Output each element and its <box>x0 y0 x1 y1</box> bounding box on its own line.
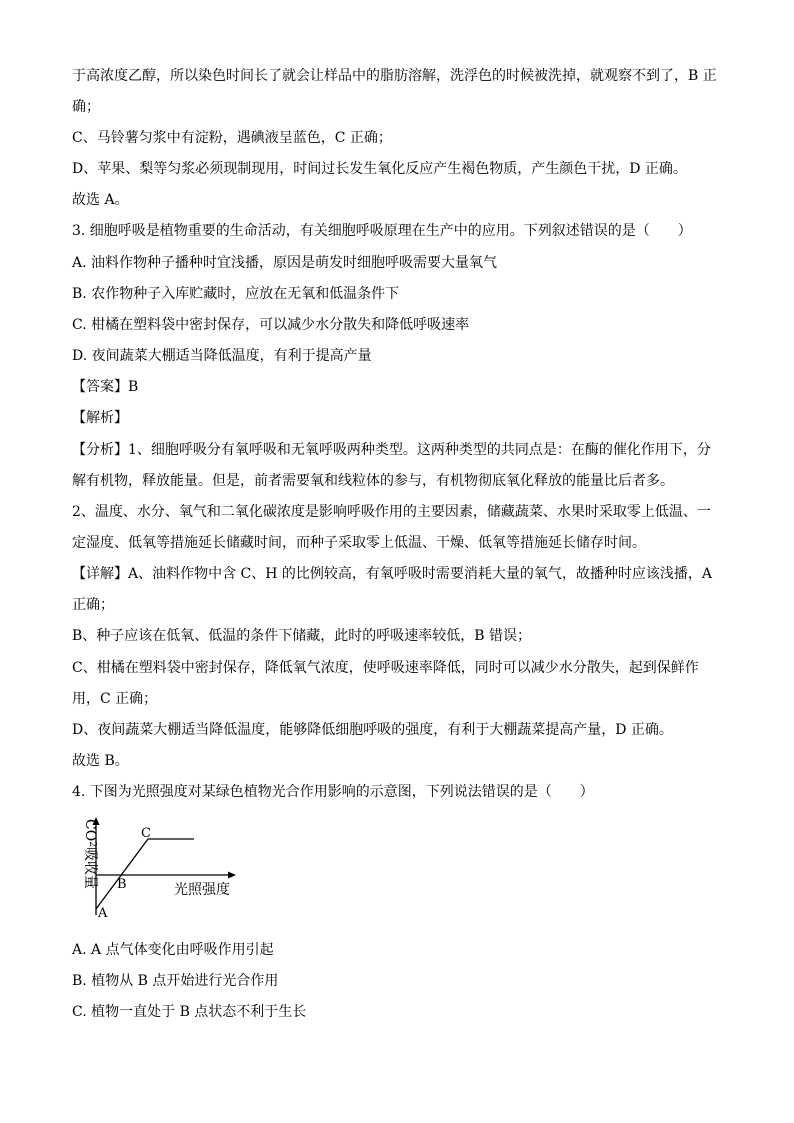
point-c-label: C <box>141 826 151 841</box>
line-3: C、马铃薯匀浆中有淀粉，遇碘液呈蓝色，C 正确； <box>72 130 392 146</box>
line-1: 于高浓度乙醇，所以染色时间长了就会让样品中的脂肪溶解，洗浮色的时候被洗掉，就观察不到了，B 正 <box>72 68 717 84</box>
line-2: 确； <box>72 99 100 115</box>
line-19: B、种子应该在低氧、低温的条件下储藏，此时的呼吸速率较低，B 错误； <box>72 628 532 644</box>
question-4-option-c: C. 植物一直处于 B 点状态不利于生长 <box>72 1004 307 1020</box>
question-4-option-a: A. A 点气体变化由呼吸作用引起 <box>72 942 274 958</box>
point-a-label: A <box>98 906 108 921</box>
line-4: D、苹果、梨等匀浆必须现制现用，时间过长发生氧化反应产生褐色物质，产生颜色干扰，D 正确。 <box>72 161 687 177</box>
question-3-stem: 3. 细胞呼吸是植物重要的生命活动，有关细胞呼吸原理在生产中的应用。下列叙述错误的是（ ） <box>72 223 692 239</box>
question-3-option-c: C. 柑橘在塑料袋中密封保存，可以减少水分散失和降低呼吸速率 <box>72 317 470 333</box>
line-22: D、夜间蔬菜大棚适当降低温度，能够降低细胞呼吸的强度，有利于大棚蔬菜提高产量，D 正确。 <box>72 722 673 738</box>
analysis-heading: 【解析】 <box>72 410 128 426</box>
line-13: 【分析】1、细胞呼吸分有氧呼吸和无氧呼吸两种类型。这两种类型的共同点是：在酶的催化作用下，分 <box>72 442 711 458</box>
point-b-label: B <box>117 877 127 892</box>
y-axis-label: $CO^2$吸收量 <box>82 819 98 889</box>
line-17: 【详解】A、油料作物中含 C、H 的比例较高，有氧呼吸时需要消耗大量的氧气，故播种时应该浅播，A <box>72 566 713 582</box>
question-4-stem: 4. 下图为光照强度对某绿色植物光合作用影响的示意图，下列说法错误的是（ ） <box>72 784 594 800</box>
line-16: 定湿度、低氧等措施延长储藏时间，而种子采取零上低温、干燥、低氧等措施延长储存时间。 <box>72 535 646 551</box>
x-axis-arrow-icon <box>228 872 236 879</box>
line-15: 2、温度、水分、氧气和二氧化碳浓度是影响呼吸作用的主要因素，储藏蔬菜、水果时采取零上低温、一 <box>72 504 711 520</box>
answer-heading: 【答案】B <box>72 379 139 395</box>
line-5: 故选 A。 <box>72 192 129 208</box>
x-axis-label: 光照强度 <box>174 882 230 898</box>
line-20: C、柑橘在塑料袋中密封保存，降低氧气浓度，使呼吸速率降低，同时可以减少水分散失，起到保鲜作 <box>72 660 699 676</box>
question-3-option-b: B. 农作物种子入库贮藏时，应放在无氧和低温条件下 <box>72 286 400 302</box>
line-21: 用，C 正确； <box>72 691 158 707</box>
line-23: 故选 B。 <box>72 753 129 769</box>
line-14: 解有机物，释放能量。但是，前者需要氧和线粒体的参与，有机物彻底氧化释放的能量比后者多。 <box>72 473 674 489</box>
question-3-option-a: A. 油料作物种子播种时宜浅播，原因是萌发时细胞呼吸需要大量氧气 <box>72 255 498 271</box>
question-4-option-b: B. 植物从 B 点开始进行光合作用 <box>72 973 279 989</box>
question-3-option-d: D. 夜间蔬菜大棚适当降低温度，有利于提高产量 <box>72 348 372 364</box>
line-18: 正确； <box>72 597 114 613</box>
light-intensity-diagram <box>70 815 260 925</box>
photosynthesis-curve <box>96 839 194 909</box>
